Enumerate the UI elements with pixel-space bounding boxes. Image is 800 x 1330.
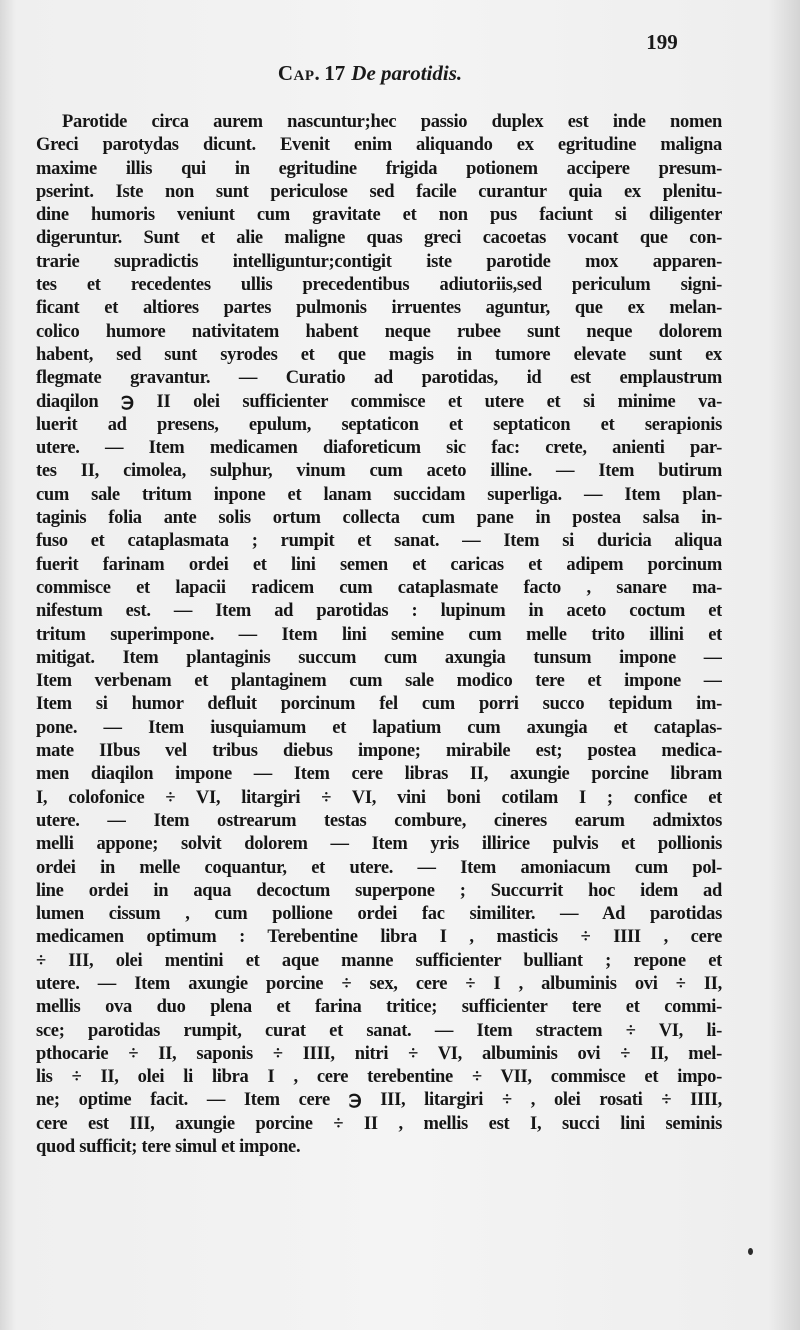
text-line: mate IIbus vel tribus diebus impone; mirabile est; postea medica- bbox=[36, 741, 722, 762]
text-line: quod sufficit; tere simul et impone. bbox=[36, 1137, 301, 1158]
chapter-title: De parotidis. bbox=[351, 61, 463, 85]
text-line: line ordei in aqua decoctum superpone ; Succurrit hoc idem ad bbox=[36, 880, 722, 901]
text-line: habent, sed sunt syrodes et que magis in tumore elevate sunt ex bbox=[36, 344, 722, 365]
text-line: luerit ad presens, epulum, septaticon et septaticon et serapionis bbox=[36, 414, 722, 435]
text-line: trarie supradictis intelliguntur;contigit iste parotide mox apparen- bbox=[36, 251, 722, 272]
text-line: Item verbenam et plantaginem cum sale modico tere et impone — bbox=[36, 671, 722, 692]
show-through-text bbox=[40, 1288, 730, 1328]
text-line: colico humore nativitatem habent neque rubee sunt neque dolorem bbox=[36, 321, 722, 342]
text-line: cere est III, axungie porcine ÷ II , mellis est I, succi lini seminis bbox=[36, 1113, 722, 1134]
text-line: commisce et lapacii radicem cum cataplasmate facto , sanare ma- bbox=[36, 577, 722, 598]
chapter-number: 17 bbox=[324, 61, 346, 85]
text-line: mellis ova duo plena et farina tritice; sufficienter tere et commi- bbox=[36, 997, 722, 1018]
text-line: sce; parotidas rumpit, curat et sanat. — Item stractem ÷ VI, li- bbox=[36, 1020, 722, 1041]
text-line: tes II, cimolea, sulphur, vinum cum aceto illine. — Item butirum bbox=[36, 461, 722, 482]
text-line: fuerit farinam ordei et lini semen et caricas et adipem porcinum bbox=[36, 554, 722, 575]
text-line: taginis folia ante solis ortum collecta cum pane in postea salsa in- bbox=[36, 508, 722, 529]
text-line: fuso et cataplasmata ; rumpit et sanat. — Item si duricia aliqua bbox=[36, 531, 722, 552]
text-line: maxime illis qui in egritudine frigida potionem accipere presum- bbox=[36, 158, 722, 179]
text-line: utere. — Item axungie porcine ÷ sex, cere ÷ I , albuminis ovi ÷ II, bbox=[36, 973, 722, 994]
page-number: 199 bbox=[646, 30, 678, 54]
body-text bbox=[36, 111, 722, 1159]
text-line: nifestum est. — Item ad parotidas : lupinum in aceto coctum et bbox=[36, 601, 722, 622]
text-line: pone. — Item iusquiamum et lapatium cum axungia et cataplas- bbox=[36, 717, 722, 738]
chapter-cap-label: Cap. bbox=[277, 61, 321, 85]
text-line: Parotide circa aurem nascuntur;hec passio duplex est inde nomen bbox=[62, 112, 722, 132]
text-line: dine humoris veniunt cum gravitate et non pus faciunt si diligenter bbox=[36, 205, 722, 226]
text-line: ne; optime facit. — Item cere ℈ III, litargiri ÷ , olei rosati ÷ IIII, bbox=[36, 1090, 722, 1111]
text-line: flegmate gravantur. — Curatio ad parotidas, id est emplaustrum bbox=[36, 368, 722, 389]
text-line: medicamen optimum : Terebentine libra I , masticis ÷ IIII , cere bbox=[36, 927, 722, 948]
text-line: Greci parotydas dicunt. Evenit enim aliquando ex egritudine maligna bbox=[36, 135, 722, 156]
text-line: Item si humor defluit porcinum fel cum porri succo tepidum im- bbox=[36, 694, 722, 715]
text-line: digeruntur. Sunt et alie maligne quas greci cacoetas vocant que con- bbox=[36, 228, 722, 249]
ink-speck bbox=[748, 1248, 753, 1255]
text-line: lis ÷ II, olei li libra I , cere terebentine ÷ VII, commisce et impo- bbox=[36, 1067, 722, 1088]
text-line: tritum superimpone. — Item lini semine cum melle trito illini et bbox=[36, 624, 722, 645]
text-line: melli appone; solvit dolorem — Item yris illirice pulvis et pollionis bbox=[36, 834, 722, 855]
text-line: ordei in melle coquantur, et utere. — Item amoniacum cum pol- bbox=[36, 857, 722, 878]
text-line: tes et recedentes ullis precedentibus adiutoriis,sed periculum signi- bbox=[36, 275, 722, 296]
text-line: I, colofonice ÷ VI, litargiri ÷ VI, vini boni cotilam I ; confice et bbox=[36, 787, 722, 808]
text-line: utere. — Item ostrearum testas combure, cineres earum admixtos bbox=[36, 810, 722, 831]
text-line: ÷ III, olei mentini et aque manne sufficienter bulliant ; repone et bbox=[36, 950, 722, 971]
text-line: pserint. Iste non sunt periculose sed facile curantur quia ex plenitu- bbox=[36, 181, 722, 202]
text-line: men diaqilon impone — Item cere libras II, axungie porcine libram bbox=[36, 764, 722, 785]
text-line: pthocarie ÷ II, saponis ÷ IIII, nitri ÷ VI, albuminis ovi ÷ II, mel- bbox=[36, 1043, 722, 1064]
text-line: utere. — Item medicamen diaforeticum sic fac: crete, anienti par- bbox=[36, 438, 722, 459]
text-line: diaqilon ℈ II olei sufficienter commisce et utere et si minime va- bbox=[36, 391, 722, 412]
text-line: lumen cissum , cum pollione ordei fac similiter. — Ad parotidas bbox=[36, 904, 722, 925]
text-line: cum sale tritum inpone et lanam succidam superliga. — Item plan- bbox=[36, 484, 722, 505]
chapter-heading bbox=[0, 61, 740, 86]
text-line: ficant et altiores partes pulmonis irruentes aguntur, que ex melan- bbox=[36, 298, 722, 319]
text-line: mitigat. Item plantaginis succum cum axungia tunsum impone — bbox=[36, 647, 722, 668]
